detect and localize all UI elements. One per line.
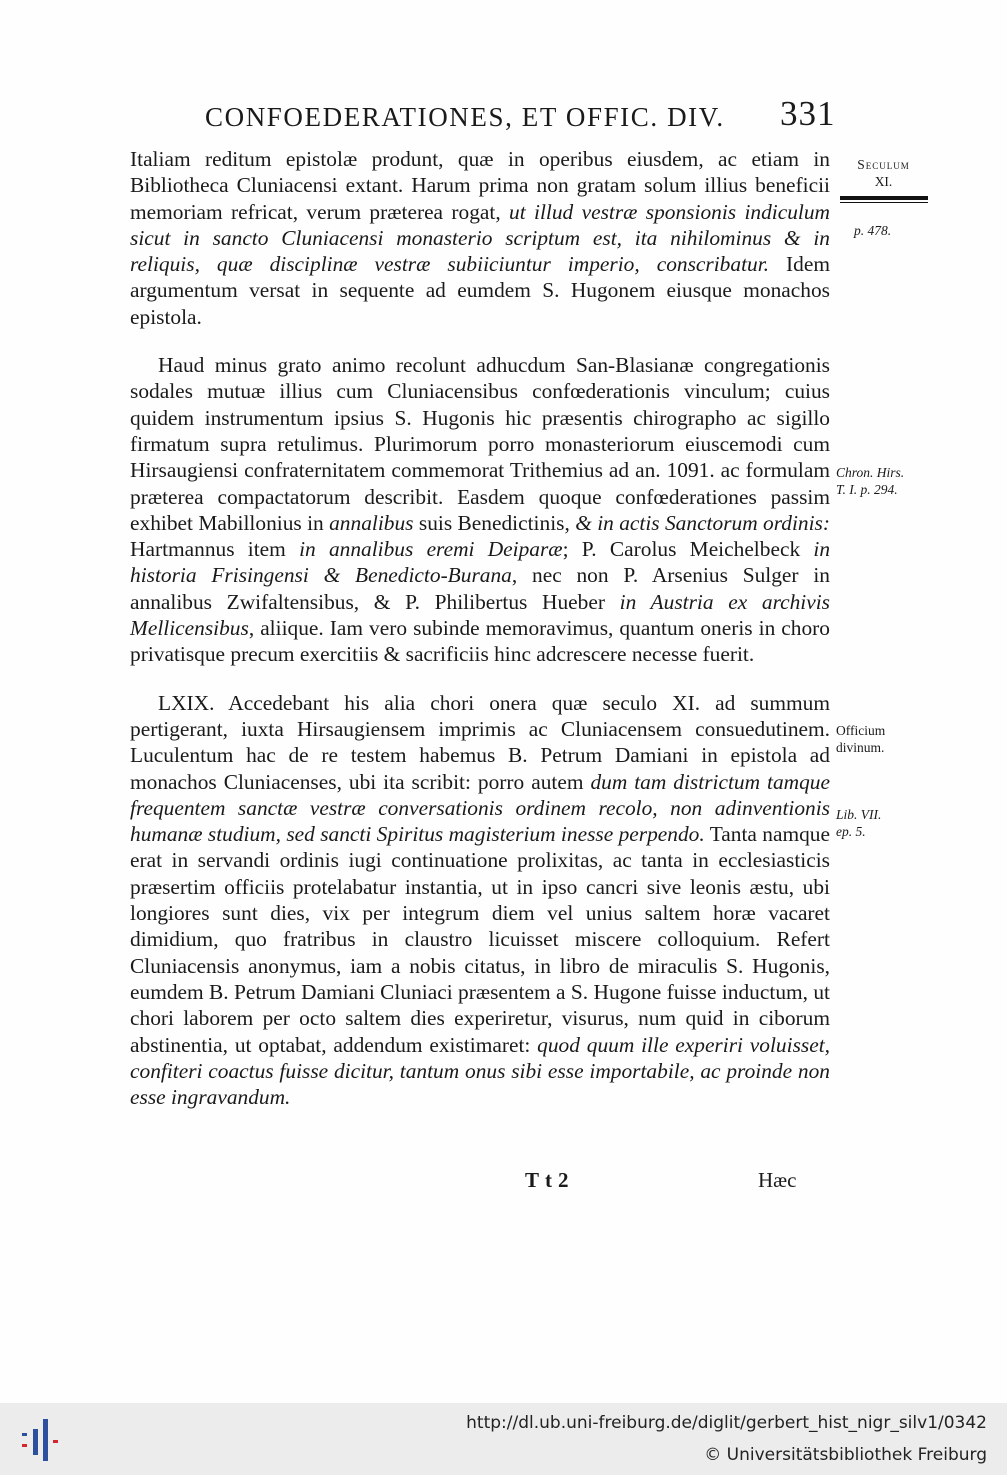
paragraph-text-segment: , aliique. Iam vero subinde memoravimus, quantum oneris in choro privatisque precum exercitiis & sacrificiis hinc adcrescere necesse fuerit. [130,616,830,667]
margin-note-chron [836,464,931,498]
margin-note-officium: Officium divinum. [836,723,886,755]
footer-bar [0,1403,1007,1475]
margin-chron-line2: T. I. p. 294. [836,482,898,497]
paragraph-text-segment: in Austria ex archivis Mellicensibus [130,589,830,641]
paragraph-text-segment: suis Benedictinis, [413,510,576,535]
signature-mark: Tt2 [525,1168,575,1192]
paragraph-3 [130,690,830,1111]
paragraph-text-segment: in historia Frisingensi & Benedicto-Burana [130,537,831,588]
library-logo-icon [18,1417,64,1463]
margin-lib-line1: Lib. VII. [836,807,882,822]
paragraph-text-segment: quod quum ille experiri voluisset, confiteri coactus fuisse dicitur, tantum onus sibi esse importabile, ac proinde non esse ingravandum. [130,1032,830,1110]
logo-red-bar-1 [22,1444,27,1447]
margin-note-lib [836,806,931,840]
margin-chron-line1: Chron. Hirs. [836,465,905,480]
paragraph-text-segment: annalibus [329,510,414,535]
margin-seculum-label: Seculum [857,157,910,172]
logo-blue-bar-1 [22,1433,27,1436]
paragraph-text-segment: Haud minus grato animo recolunt adhucdum San-Blasianæ congregationis sodales mutuæ illius cum Cluniacensibus confœderationis vinculum; cuius quidem instrumentum ipsius S. Hugonis hic præsentis chirographo ac sigillo firmatum supra retulimus. Plurimorum porro monasteriorum eiuscemodi cum Hirsaugiensi confraternitatem commemorat Trithemius ad an. 1091. ac formulam præterea compactatorum describit. Easdem quoque confœderationes passim exhibet Mabillonius in [130,353,830,535]
margin-rule-thin [840,202,928,203]
paragraph-text-segment: Hartmannus item [130,537,300,562]
logo-red-bar-2 [53,1440,58,1443]
paragraph-1 [130,146,830,330]
paragraph-text-segment: in annalibus eremi Deiparæ [299,537,563,562]
margin-note-page-ref: p. 478. [854,223,892,238]
paragraph-2 [130,352,830,668]
footer-copyright: © Universitätsbibliothek Freiburg [704,1445,987,1465]
catchwords [525,1168,805,1194]
body-text [130,146,830,1110]
margin-rule [840,196,928,200]
running-title: CONFOEDERATIONES, ET OFFIC. DIV. [205,102,725,132]
paragraph-text-segment: LXIX. Accedebant his alia chori onera quæ seculo XI. ad summum pertigerant, iuxta Hirsaugiensem imprimis ac Cluniacensem consuedutinem. Luculentum hac de re testem habemus B. Petrum Damiani in epistola ad monachos Cluniacenses, ubi ita scribit: porro autem [130,690,830,794]
page-number: 331 [780,94,836,133]
margin-seculum-number: XI. [874,174,893,189]
margin-note-seculum [836,156,931,203]
logo-blue-bar-3 [43,1419,48,1461]
paragraph-text-segment: , nec non P. Arsenius Sulger in annalibus Zwifaltensibus, & P. Philibertus Hueber [130,563,830,614]
paragraph-text-segment: ut illud vestræ sponsionis indiculum sicut in sancto Cluniacensi monasterio scriptum est, ita nihilominus & in reliquis, quæ disciplinæ vestræ subiiciuntur imperio, conscribatur. [130,199,831,277]
page-header [205,94,845,140]
paragraph-text-segment: Idem argumentum versat in sequente ad eumdem S. Hugonem eiusque monachos epistola. [130,252,830,329]
logo-blue-bar-2 [33,1429,38,1455]
paragraph-text-segment: Tanta namque erat in servandi ordinis iugi continuatione prolixitas, ac tanta in ecclesiasticis præsertim officiis protelabatur instantia, ut in ipso cancri sive leonis æstu, ubi longiores sunt dies, vix per integrum diem vel unius saltem horæ vacaret dimidium, quo fratribus in claustro licuisset miscere colloquium. Refert Cluniacensis anonymus, iam a nobis citatus, in libro de miraculis S. Hugonis, eumdem B. Petrum Damiani Cluniaci præsentem a S. Hugone fuisse inductum, ut chori laborem per octo saltem dies experiretur, visurus, num quid in ciborum abstinentia, ut optabat, addendum existimaret: [130,822,830,1057]
paragraph-text-segment: ; P. Carolus Meichelbeck [562,537,814,562]
catchword: Hæc [758,1168,797,1192]
paragraph-text-segment: Italiam reditum epistolæ produnt, quæ in operibus eiusdem, ac etiam in Bibliotheca Cluniacensi extant. Harum prima non gratam solum illius beneficii memoriam refricat, verum præterea rogat, [130,147,830,224]
paragraph-text-segment: & in actis Sanctorum ordinis: [575,510,830,535]
paragraph-text-segment: dum tam districtum tamque frequentem sanctæ vestræ conversationis ordinem recolo, non adinventionis humanæ studium, sed sancti Spiritus magisterium inesse perpendo. [130,769,830,847]
footer-url-link[interactable]: http://dl.ub.uni-freiburg.de/diglit/gerbert_hist_nigr_silv1/0342 [466,1413,987,1433]
margin-lib-line2: ep. 5. [836,824,866,839]
